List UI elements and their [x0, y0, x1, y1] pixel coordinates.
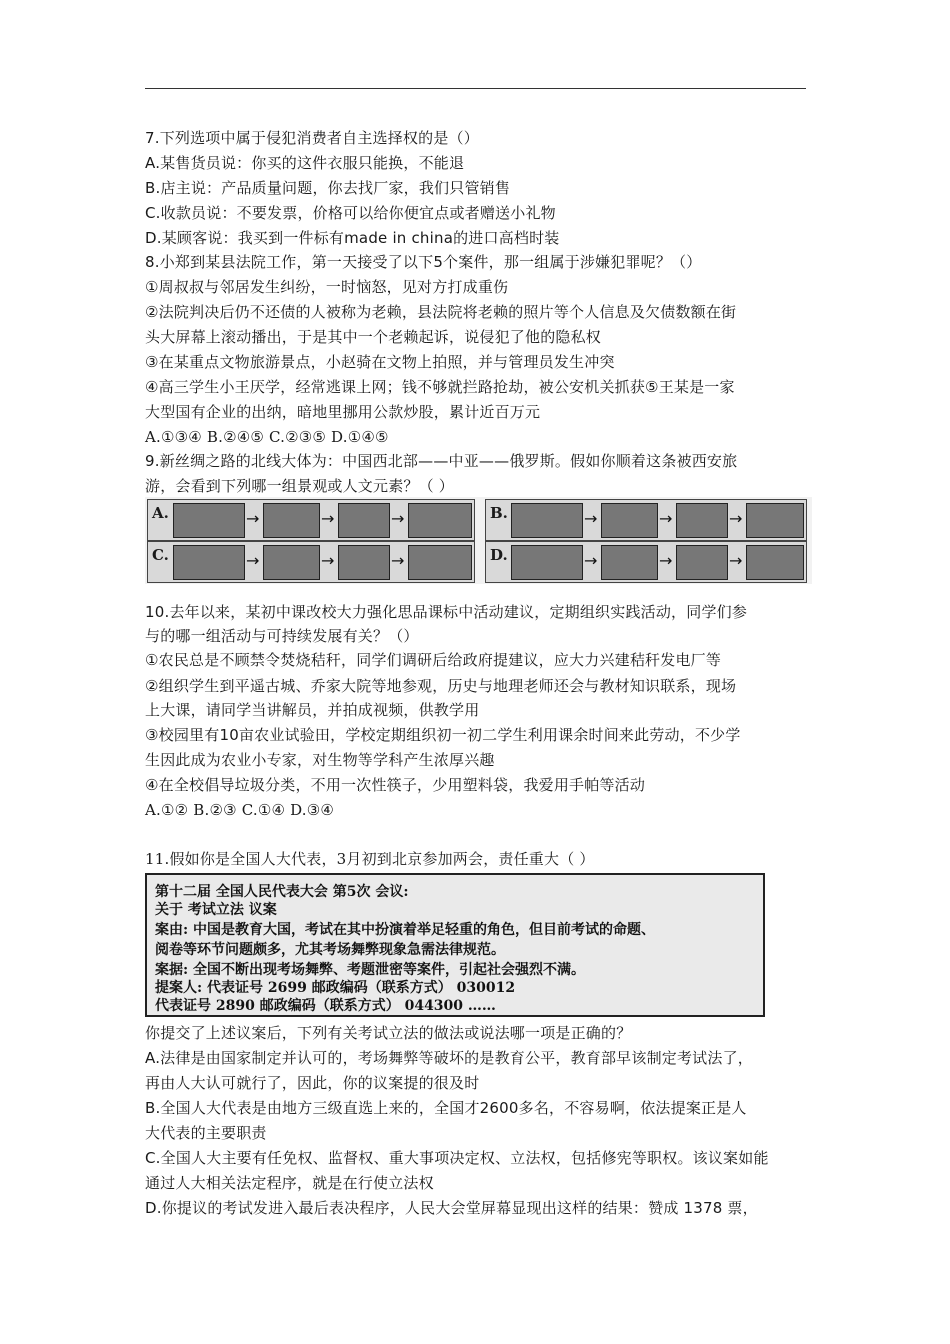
- q7-option-d: D.某顾客说：我买到一件标有made in china的进口高档时装: [145, 229, 560, 247]
- q9-panel-b: B. → → →: [485, 499, 807, 541]
- q9-image: [145, 497, 812, 584]
- q10-item-3b: 生因此成为农业小专家，对生物等学科产生浓厚兴趣: [145, 751, 495, 769]
- q10-item-2a: ②组织学生到平遥古城、乔家大院等地参观，历史与地理老师还会与教材知识联系，现场: [145, 677, 737, 695]
- q9-panel-c: C. → → →: [147, 541, 475, 583]
- proposal-line-6: 提案人: 代表证号 2699 邮政编码（联系方式） 030012: [155, 980, 516, 996]
- q7-option-a: A.某售货员说：你买的这件衣服只能换，不能退: [145, 154, 465, 172]
- proposal-line-1: 第十二届 全国人民代表大会 第5次 会议:: [155, 884, 409, 900]
- q9-panel-label-d: D.: [490, 546, 508, 564]
- q11-option-b2: 大代表的主要职责: [145, 1124, 267, 1142]
- q10-stem-a: 10.去年以来，某初中课改校大力强化思品课标中活动建议，定期组织实践活动，同学们参: [145, 603, 748, 621]
- q11-option-a2: 再由人大认可就行了，因此，你的议案提的很及时: [145, 1074, 480, 1092]
- q9-panel-label-a: A.: [152, 504, 169, 522]
- q7-option-c: C.收款员说：不要发票，价格可以给你便宜点或者赠送小礼物: [145, 204, 556, 222]
- q11-option-d1: D.你提议的考试发进入最后表决程序，人民大会堂屏幕显现出这样的结果：赞成 1378 票，: [145, 1199, 758, 1217]
- q10-stem-b: 与的哪一组活动与可持续发展有关？（）: [145, 627, 419, 645]
- proposal-line-2: 关于 考试立法 议案: [155, 902, 277, 918]
- q11-stem: 11.假如你是全国人大代表，3月初到北京参加两会，责任重大（ ）: [145, 850, 595, 868]
- q8-stem: 8.小郑到某县法院工作，第一天接受了以下5个案件，那一组属于涉嫌犯罪呢？（）: [145, 253, 702, 271]
- q8-item-2a: ②法院判决后仍不还债的人被称为老赖，县法院将老赖的照片等个人信息及欠债数额在街: [145, 303, 737, 321]
- q8-item-1: ①周叔叔与邻居发生纠纷，一时恼怒，见对方打成重伤: [145, 278, 509, 296]
- q11-after: 你提交了上述议案后，下列有关考试立法的做法或说法哪一项是正确的？: [145, 1024, 632, 1042]
- q10-options: A.①② B.②③ C.①④ D.③④: [145, 801, 335, 819]
- proposal-line-3: 案由: 中国是教育大国，考试在其中扮演着举足轻重的角色，但目前考试的命题、: [155, 922, 656, 938]
- q11-option-c1: C.全国人大主要有任免权、监督权、重大事项决定权、立法权，包括修宪等职权。该议案如能: [145, 1149, 769, 1167]
- proposal-line-7: 代表证号 2890 邮政编码（联系方式） 044300 ……: [155, 998, 496, 1014]
- q8-options: A.①③④ B.②④⑤ C.②③⑤ D.①④⑤: [145, 428, 389, 446]
- q11-option-a1: A.法律是由国家制定并认可的，考场舞弊等破坏的是教育公平，教育部早该制定考试法了，: [145, 1049, 753, 1067]
- proposal-line-4: 阅卷等环节问题颇多，尤其考场舞弊现象急需法律规范。: [155, 942, 505, 958]
- q8-item-3: ③在某重点文物旅游景点，小赵骑在文物上拍照，并与管理员发生冲突: [145, 353, 615, 371]
- q7-option-b: B.店主说：产品质量问题，你去找厂家，我们只管销售: [145, 179, 511, 197]
- q10-item-1: ①农民总是不顾禁令焚烧秸秆，同学们调研后给政府提建议，应大力兴建秸秆发电厂等: [145, 651, 722, 669]
- q9-panel-label-c: C.: [152, 546, 169, 564]
- q10-item-2b: 上大课，请同学当讲解员，并拍成视频，供教学用: [145, 701, 480, 719]
- q9-stem-b: 游，会看到下列哪一组景观或人文元素？（ ）: [145, 477, 454, 495]
- proposal-line-5: 案据: 全国不断出现考场舞弊、考题泄密等案件，引起社会强烈不满。: [155, 962, 586, 978]
- q10-item-4: ④在全校倡导垃圾分类，不用一次性筷子，少用塑料袋，我爱用手帕等活动: [145, 776, 646, 794]
- q8-item-4b: 大型国有企业的出纳，暗地里挪用公款炒股，累计近百万元: [145, 403, 541, 421]
- q8-item-2b: 头大屏幕上滚动播出，于是其中一个老赖起诉，说侵犯了他的隐私权: [145, 328, 602, 346]
- q9-panel-label-b: B.: [490, 504, 508, 522]
- q10-item-3a: ③校园里有10亩农业试验田，学校定期组织初一初二学生利用课余时间来此劳动，不少学: [145, 726, 741, 744]
- q9-panel-d: D. → → →: [485, 541, 807, 583]
- q11-option-c2: 通过人大相关法定程序，就是在行使立法权: [145, 1174, 434, 1192]
- q11-proposal-image: [145, 873, 765, 1017]
- q7-stem: 7.下列选项中属于侵犯消费者自主选择权的是（）: [145, 129, 479, 147]
- header-rule: [145, 88, 806, 89]
- q9-stem-a: 9.新丝绸之路的北线大体为：中国西北部——中亚——俄罗斯。假如你顺着这条被西安旅: [145, 452, 738, 470]
- q11-option-b1: B.全国人大代表是由地方三级直选上来的，全国才2600多名，不容易啊，依法提案正是人: [145, 1099, 747, 1117]
- q9-panel-a: A. → → →: [147, 499, 475, 541]
- q8-item-4a: ④高三学生小王厌学，经常逃课上网；钱不够就拦路抢劫，被公安机关抓获⑤王某是一家: [145, 378, 735, 396]
